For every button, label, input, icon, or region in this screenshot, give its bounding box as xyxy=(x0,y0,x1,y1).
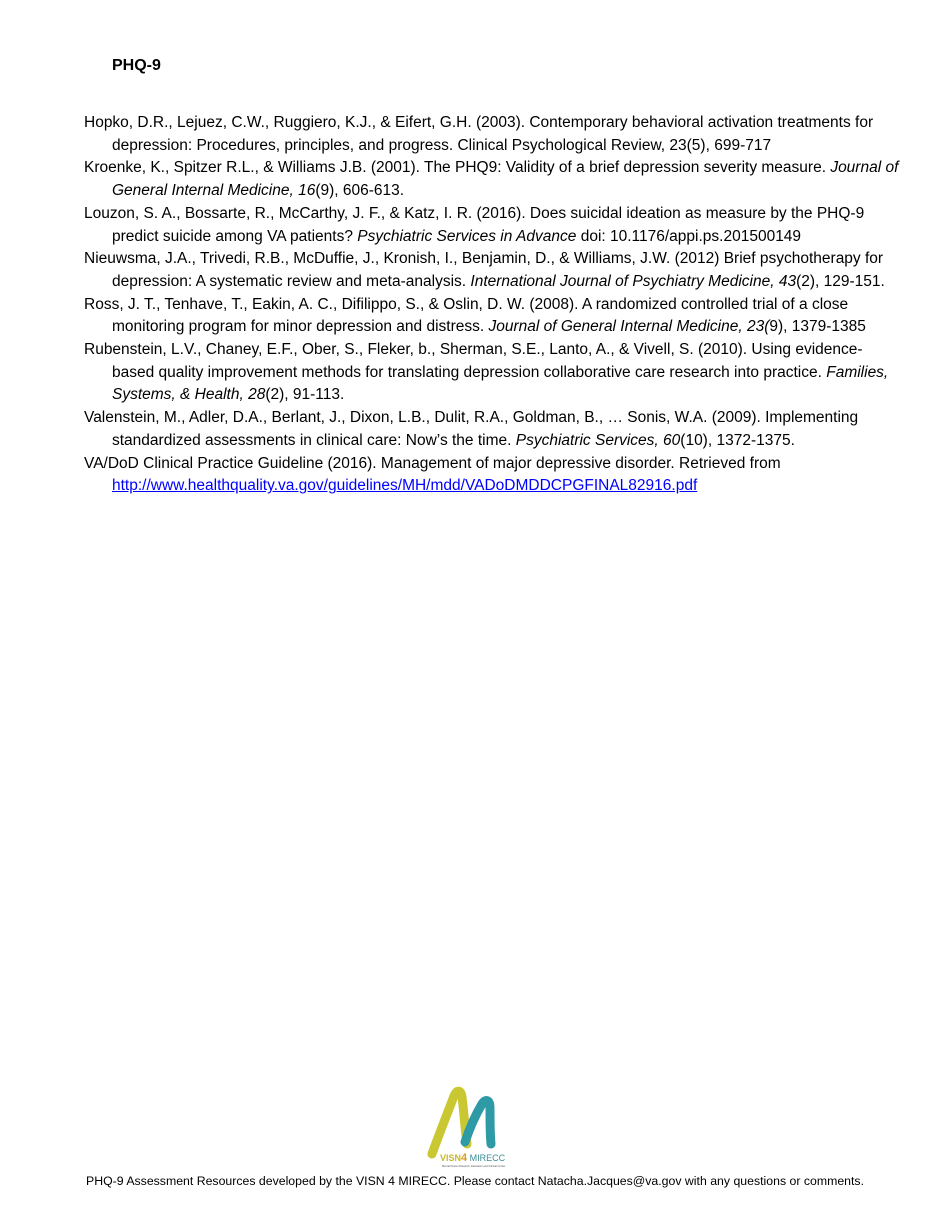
reference-text: Hopko, D.R., Lejuez, C.W., Ruggiero, K.J., & Eifert, G.H. (2003). Contemporary behavioral activation treatments for depression: Procedures, principles, and progress. Clinical Psychological Review, 23(5), 699-717 xyxy=(84,114,874,154)
reference-text: Ross, J. T., Tenhave, T., Eakin, A. C., Difilippo, S., & Oslin, D. W. (2008). A randomized controlled trial of a close monitoring program for minor depression and distress. xyxy=(84,295,849,336)
logo-teal-stroke xyxy=(465,1101,491,1144)
page-footer: PHQ-9 Assessment Resources developed by the VISN 4 MIRECC. Please contact Natacha.Jacques@va.gov with any questions or comments. xyxy=(86,1174,864,1188)
reference-text: doi: 10.1176/appi.ps.201500149 xyxy=(576,227,802,245)
reference-text: (9), 606-613. xyxy=(315,182,405,200)
reference-item xyxy=(84,339,899,407)
svg-text:VISN4 MIRECC xyxy=(440,1152,506,1164)
reference-item xyxy=(84,112,899,157)
logo-text-visn: VISN xyxy=(440,1153,462,1163)
reference-text: Kroenke, K., Spitzer R.L., & Williams J.B. (2001). The PHQ9: Validity of a brief depression severity measure. xyxy=(84,159,831,177)
page-title: PHQ-9 xyxy=(112,57,161,74)
reference-text: (2), 129-151. xyxy=(796,272,885,290)
reference-item xyxy=(84,294,899,339)
reference-item xyxy=(84,157,899,202)
logo-text-num: 4 xyxy=(461,1152,468,1164)
reference-list xyxy=(84,112,899,498)
reference-text: (10), 1372-1375. xyxy=(680,431,795,449)
reference-italic-text: Psychiatric Services, 60 xyxy=(515,431,681,449)
reference-text: VA/DoD Clinical Practice Guideline (2016). Management of major depressive disorder. Retrieved from xyxy=(84,454,781,472)
reference-text: (2), 91-113. xyxy=(265,386,345,404)
logo-text-mirecc: MIRECC xyxy=(467,1153,506,1163)
reference-italic-text: Families, Systems, & Health, 28 xyxy=(112,363,889,404)
reference-link[interactable]: http://www.healthquality.va.gov/guidelines/MH/mdd/VADoDMDDCPGFINAL82916.pdf xyxy=(112,477,698,495)
reference-italic-text: Journal of General Internal Medicine, 23( xyxy=(488,318,770,336)
reference-italic-text: Psychiatric Services in Advance xyxy=(357,227,577,245)
reference-text: Rubenstein, L.V., Chaney, E.F., Ober, S., Fleker, b., Sherman, S.E., Lanto, A., & Vivell, S. (2010). Using evidence-based quality improvement methods for translating depression collaborative care research into practice. xyxy=(84,341,863,381)
reference-text: Louzon, S. A., Bossarte, R., McCarthy, J. F., & Katz, I. R. (2016). Does suicidal ideation as measure by the PHQ-9 predict suicide among VA patients? xyxy=(84,204,865,245)
visn4-mirecc-logo xyxy=(420,1082,530,1168)
reference-item xyxy=(84,453,899,498)
logo-tagline: Mental Illness Research, Education and Clinical Center xyxy=(442,1165,506,1168)
reference-italic-text: Journal of General Internal Medicine, 16 xyxy=(112,159,899,200)
reference-item xyxy=(84,407,899,452)
reference-item xyxy=(84,203,899,248)
reference-text: Valenstein, M., Adler, D.A., Berlant, J., Dixon, L.B., Dulit, R.A., Goldman, B., … Sonis, W.A. (2009). Implementing standardized assessments in clinical care: Now’s the time. xyxy=(84,409,859,449)
reference-text: 9), 1379-1385 xyxy=(769,318,866,336)
reference-text: Nieuwsma, J.A., Trivedi, R.B., McDuffie, J., Kronish, I., Benjamin, D., & Williams, J.W. (2012) Brief psychotherapy for depression: A systematic review and meta-analysis. xyxy=(84,250,884,290)
mirecc-logo-icon xyxy=(420,1082,530,1168)
reference-italic-text: International Journal of Psychiatry Medicine, 43 xyxy=(470,272,797,290)
reference-item xyxy=(84,248,899,293)
